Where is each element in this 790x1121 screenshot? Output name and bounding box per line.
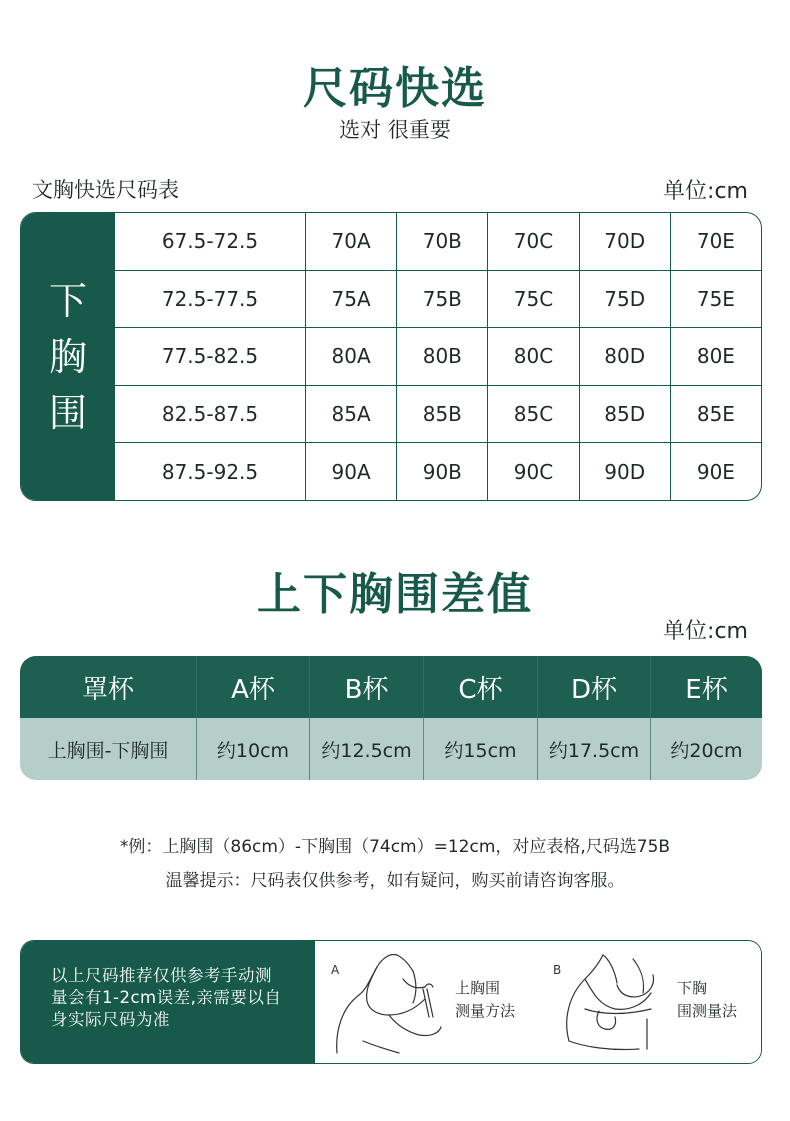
measurement-box: [20, 940, 762, 1064]
size-cell: 70B: [396, 213, 487, 270]
size-table: [20, 212, 762, 501]
size-cell: 90E: [670, 443, 761, 500]
table-row: [115, 213, 761, 271]
cup-value-cell: 上胸围-下胸围: [47, 739, 169, 762]
size-cell: 75B: [396, 271, 487, 328]
table-row: [115, 271, 761, 329]
cup-header-cell: A杯: [196, 656, 309, 718]
cup-header-cell: D杯: [537, 656, 650, 718]
underbust-label-char: 胸: [48, 334, 87, 379]
figure-a-caption-line: 上胸围: [455, 979, 501, 997]
cup-value-cell: 约12.5cm: [309, 718, 423, 780]
underbust-label-char: 围: [48, 390, 87, 435]
upper-bust-figure-icon: [333, 949, 453, 1055]
size-cell: 85A: [305, 386, 396, 443]
underbust-range: 67.5-72.5: [161, 229, 259, 254]
cup-value-cell: 约20cm: [650, 718, 762, 780]
disclaimer-line: 以上尺码推荐仅供参考手动测: [51, 966, 272, 985]
underbust-range: 77.5-82.5: [161, 344, 259, 369]
cup-header-cell: C杯: [423, 656, 537, 718]
size-cell: 75E: [670, 271, 761, 328]
measurement-figures: [315, 941, 761, 1063]
size-cell: 90C: [487, 443, 578, 500]
size-table-label: 文胸快选尺码表: [32, 178, 179, 202]
disclaimer-line: 身实际尺码为准: [51, 1010, 170, 1029]
cup-value-cell: 约17.5cm: [537, 718, 650, 780]
cup-header-cell: B杯: [309, 656, 423, 718]
table-row: [115, 328, 761, 386]
figure-b-caption-line: 下胸: [677, 979, 708, 997]
cup-value-cell: 约10cm: [196, 718, 309, 780]
figure-a-letter: A: [331, 963, 340, 977]
cup-table-row: [20, 718, 762, 780]
size-grid: [115, 213, 761, 500]
underbust-label-char: 下: [48, 278, 87, 323]
figure-b-caption-line: 围测量法: [677, 1002, 738, 1020]
underbust-range: 72.5-77.5: [161, 286, 259, 311]
cup-table-header: [20, 656, 762, 718]
figure-b-letter: B: [553, 963, 562, 977]
size-cell: 80E: [670, 328, 761, 385]
cup-section-title: 上下胸围差值: [257, 569, 533, 620]
size-cell: 80A: [305, 328, 396, 385]
size-cell: 80C: [487, 328, 578, 385]
size-cell: 90A: [305, 443, 396, 500]
page-subtitle: 选对 很重要: [339, 118, 451, 142]
disclaimer-line: 量会有1-2cm误差,亲需要以自: [51, 988, 282, 1007]
figure-a-caption-line: 测量方法: [455, 1002, 516, 1020]
tip-note: 温馨提示：尺码表仅供参考，如有疑问，购买前请咨询客服。: [165, 871, 625, 891]
table-row: [115, 386, 761, 444]
cup-header-cell: E杯: [650, 656, 762, 718]
size-cell: 85D: [579, 386, 670, 443]
disclaimer-panel: [21, 941, 315, 1063]
cup-value-cell: 约15cm: [423, 718, 537, 780]
cup-header-cell: 罩杯: [81, 674, 134, 705]
size-cell: 75D: [579, 271, 670, 328]
underbust-range: 82.5-87.5: [161, 402, 259, 427]
figure-b-caption: [677, 977, 737, 1023]
size-cell: 80B: [396, 328, 487, 385]
page-title: 尺码快选: [303, 63, 487, 114]
size-cell: 80D: [579, 328, 670, 385]
size-table-unit: 单位:cm: [663, 179, 748, 204]
example-note: *例：上胸围（86cm）-下胸围（74cm）=12cm，对应表格,尺码选75B: [119, 837, 671, 857]
cup-section-unit: 单位:cm: [663, 619, 748, 644]
size-cell: 70E: [670, 213, 761, 270]
size-cell: 85E: [670, 386, 761, 443]
size-cell: 70C: [487, 213, 578, 270]
size-cell: 85C: [487, 386, 578, 443]
underbust-range: 87.5-92.5: [161, 459, 259, 484]
size-cell: 90B: [396, 443, 487, 500]
size-cell: 90D: [579, 443, 670, 500]
underbust-figure-icon: [555, 949, 675, 1055]
underbust-label: [21, 213, 115, 500]
size-cell: 70D: [579, 213, 670, 270]
cup-table: [20, 656, 762, 780]
size-cell: 75A: [305, 271, 396, 328]
size-cell: 75C: [487, 271, 578, 328]
table-row: [115, 443, 761, 500]
figure-a-caption: [455, 977, 515, 1023]
size-cell: 85B: [396, 386, 487, 443]
size-cell: 70A: [305, 213, 396, 270]
